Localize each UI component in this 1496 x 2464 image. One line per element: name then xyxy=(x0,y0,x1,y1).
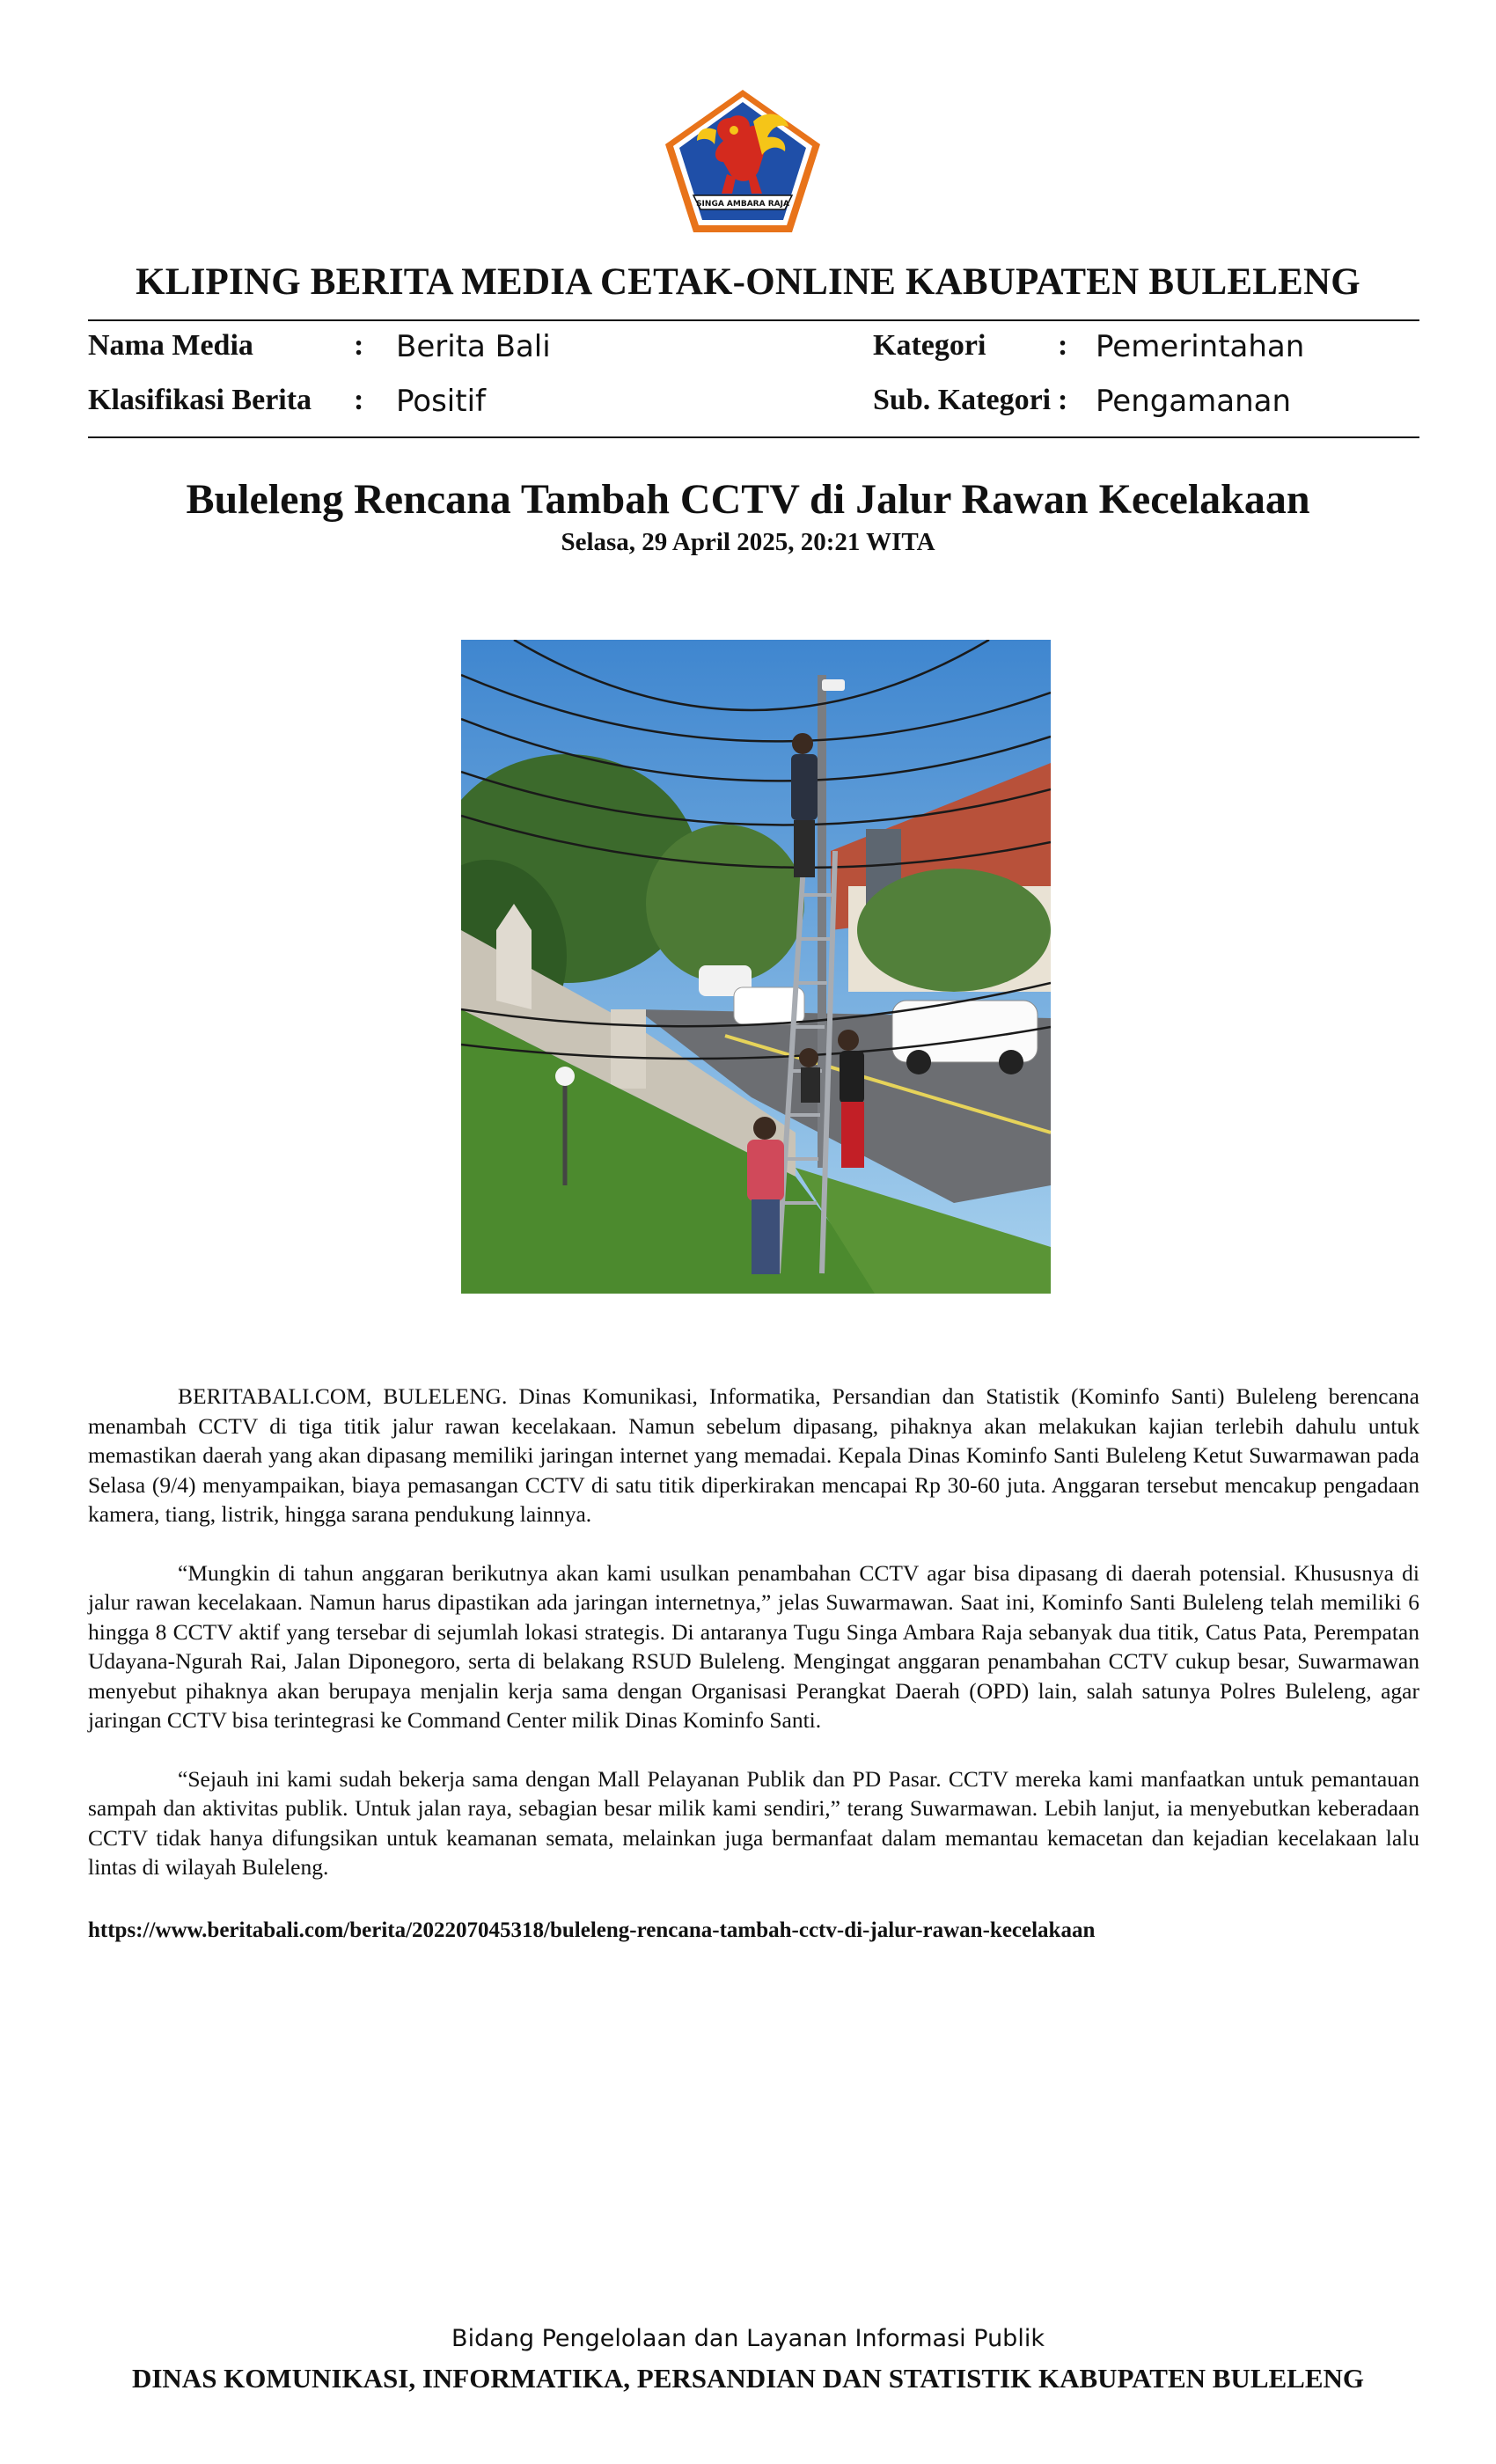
footer-agency: DINAS KOMUNIKASI, INFORMATIKA, PERSANDIAN DAN STATISTIK KABUPATEN BULELENG xyxy=(131,2363,1365,2394)
logo-ribbon-text: SINGA AMBARA RAJA xyxy=(696,200,789,209)
divider-bottom xyxy=(88,436,1419,438)
divider-top xyxy=(88,319,1419,321)
kliping-title: KLIPING BERITA MEDIA CETAK-ONLINE KABUPATEN BULELENG xyxy=(136,261,1360,303)
klasifikasi-value: Positif xyxy=(396,384,486,419)
kategori-separator: : xyxy=(1058,329,1068,362)
klasifikasi-separator: : xyxy=(354,384,364,416)
article-title: Buleleng Rencana Tambah CCTV di Jalur Rawan Kecelakaan xyxy=(186,476,1310,523)
kategori-value: Pemerintahan xyxy=(1096,329,1305,364)
article-paragraph: “Sejauh ini kami sudah bekerja sama dengan Mall Pelayanan Publik dan PD Pasar. CCTV mereka kami manfaatkan untuk pemantauan sampah dan aktivitas publik. Untuk jalan raya, sebagian besar milik kami sendiri,” terang Suwarmawan. Lebih lanjut, ia menyebutkan keberadaan CCTV tidak hanya difungsikan untuk keamanan semata, melainkan juga bermanfaat dalam memantau kemacetan dan kejadian kecelakaan lalu lintas di wilayah Buleleng. xyxy=(88,1765,1419,1880)
klasifikasi-label: Klasifikasi Berita xyxy=(88,384,312,416)
sub-kategori-value: Pengamanan xyxy=(1096,384,1292,419)
nama-media-value: Berita Bali xyxy=(396,329,551,364)
article-photo xyxy=(461,640,1051,1294)
article-date: Selasa, 29 April 2025, 20:21 WITA xyxy=(561,528,935,556)
article-body xyxy=(88,1382,1419,1911)
nama-media-separator: : xyxy=(354,329,364,362)
sub-kategori-label: Sub. Kategori xyxy=(873,384,1052,416)
source-url-link[interactable]: https://www.beritabali.com/berita/202207045318/buleleng-rencana-tambah-cctv-di-jalur-rawan-kecelakaan xyxy=(88,1918,1096,1942)
singa-ambara-raja-logo-icon xyxy=(662,86,824,236)
footer-department: Bidang Pengelolaan dan Layanan Informasi Publik xyxy=(451,2325,1045,2352)
article-paragraph: “Mungkin di tahun anggaran berikutnya akan kami usulkan penambahan CCTV agar bisa dipasang di daerah potensial. Khususnya di jalur rawan kecelakaan. Namun harus dipastikan ada jaringan internetnya,” jelas Suwarmawan. Saat ini, Kominfo Santi Buleleng telah memiliki 6 hingga 8 CCTV aktif yang tersebar di sejumlah lokasi strategis. Di antaranya Tugu Singa Ambara Raja sebanyak dua titik, Catus Pata, Perempatan Udayana-Ngurah Rai, Jalan Diponegoro, serta di belakang RSUD Buleleng. Mengingat anggaran penambahan CCTV cukup besar, Suwarmawan menyebut pihaknya akan berupaya menjalin kerja sama dengan Organisasi Perangkat Daerah (OPD) lain, salah satunya Polres Buleleng, agar jaringan CCTV bisa terintegrasi ke Command Center milik Dinas Kominfo Santi. xyxy=(88,1559,1419,1733)
article-paragraph: BERITABALI.COM, BULELENG. Dinas Komunikasi, Informatika, Persandian dan Statistik (Kominfo Santi) Buleleng berencana menambah CCTV di tiga titik jalur rawan kecelakaan. Namun sebelum dipasang, pihaknya akan melakukan kajian terlebih dahulu untuk memastikan daerah yang akan dipasang memiliki jaringan internet yang memadai. Kepala Dinas Kominfo Santi Buleleng Ketut Suwarmawan pada Selasa (9/4) menyampaikan, biaya pemasangan CCTV di satu titik diperkirakan mencapai Rp 30-60 juta. Anggaran tersebut mencakup pengadaan kamera, tiang, listrik, hingga sarana pendukung lainnya. xyxy=(88,1383,1419,1527)
sub-kategori-separator: : xyxy=(1058,384,1068,416)
nama-media-label: Nama Media xyxy=(88,329,253,362)
kategori-label: Kategori xyxy=(873,329,986,362)
